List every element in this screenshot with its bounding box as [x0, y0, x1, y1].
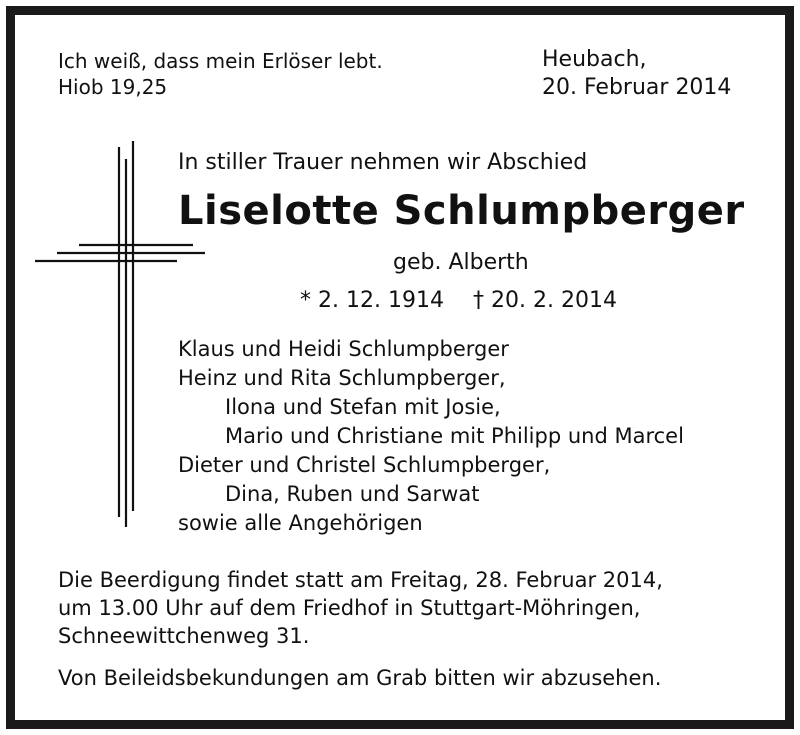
funeral-line: Schneewittchenweg 31.: [58, 624, 310, 648]
birth-date: * 2. 12. 1914: [300, 288, 444, 313]
funeral-line: um 13.00 Uhr auf dem Friedhof in Stuttgart-Möhringen,: [58, 596, 641, 620]
mourner-line: sowie alle Angehörigen: [178, 511, 423, 535]
birth-name: geb. Alberth: [393, 250, 529, 275]
funeral-line: Die Beerdigung findet statt am Freitag, 28. Februar 2014,: [58, 568, 663, 592]
bible-verse: Ich weiß, dass mein Erlöser lebt.: [58, 49, 383, 73]
death-date: † 20. 2. 2014: [473, 288, 617, 313]
mourner-line: Ilona und Stefan mit Josie,: [225, 395, 501, 419]
obituary-card: [6, 6, 794, 729]
condolence-note: Von Beileidsbekundungen am Grab bitten wir abzusehen.: [58, 666, 662, 690]
mourner-line: Dieter und Christel Schlumpberger,: [178, 453, 551, 477]
mourner-line: Mario und Christiane mit Philipp und Marcel: [225, 424, 684, 448]
intro-text: In stiller Trauer nehmen wir Abschied: [178, 150, 588, 175]
mourner-line: Dina, Ruben und Sarwat: [225, 482, 480, 506]
deceased-name: Liselotte Schlumpberger: [178, 188, 745, 234]
place: Heubach,: [542, 47, 647, 72]
mourner-line: Heinz und Rita Schlumpberger,: [178, 366, 506, 390]
date: 20. Februar 2014: [542, 75, 732, 100]
mourner-line: Klaus und Heidi Schlumpberger: [178, 337, 509, 361]
bible-reference: Hiob 19,25: [58, 75, 168, 99]
